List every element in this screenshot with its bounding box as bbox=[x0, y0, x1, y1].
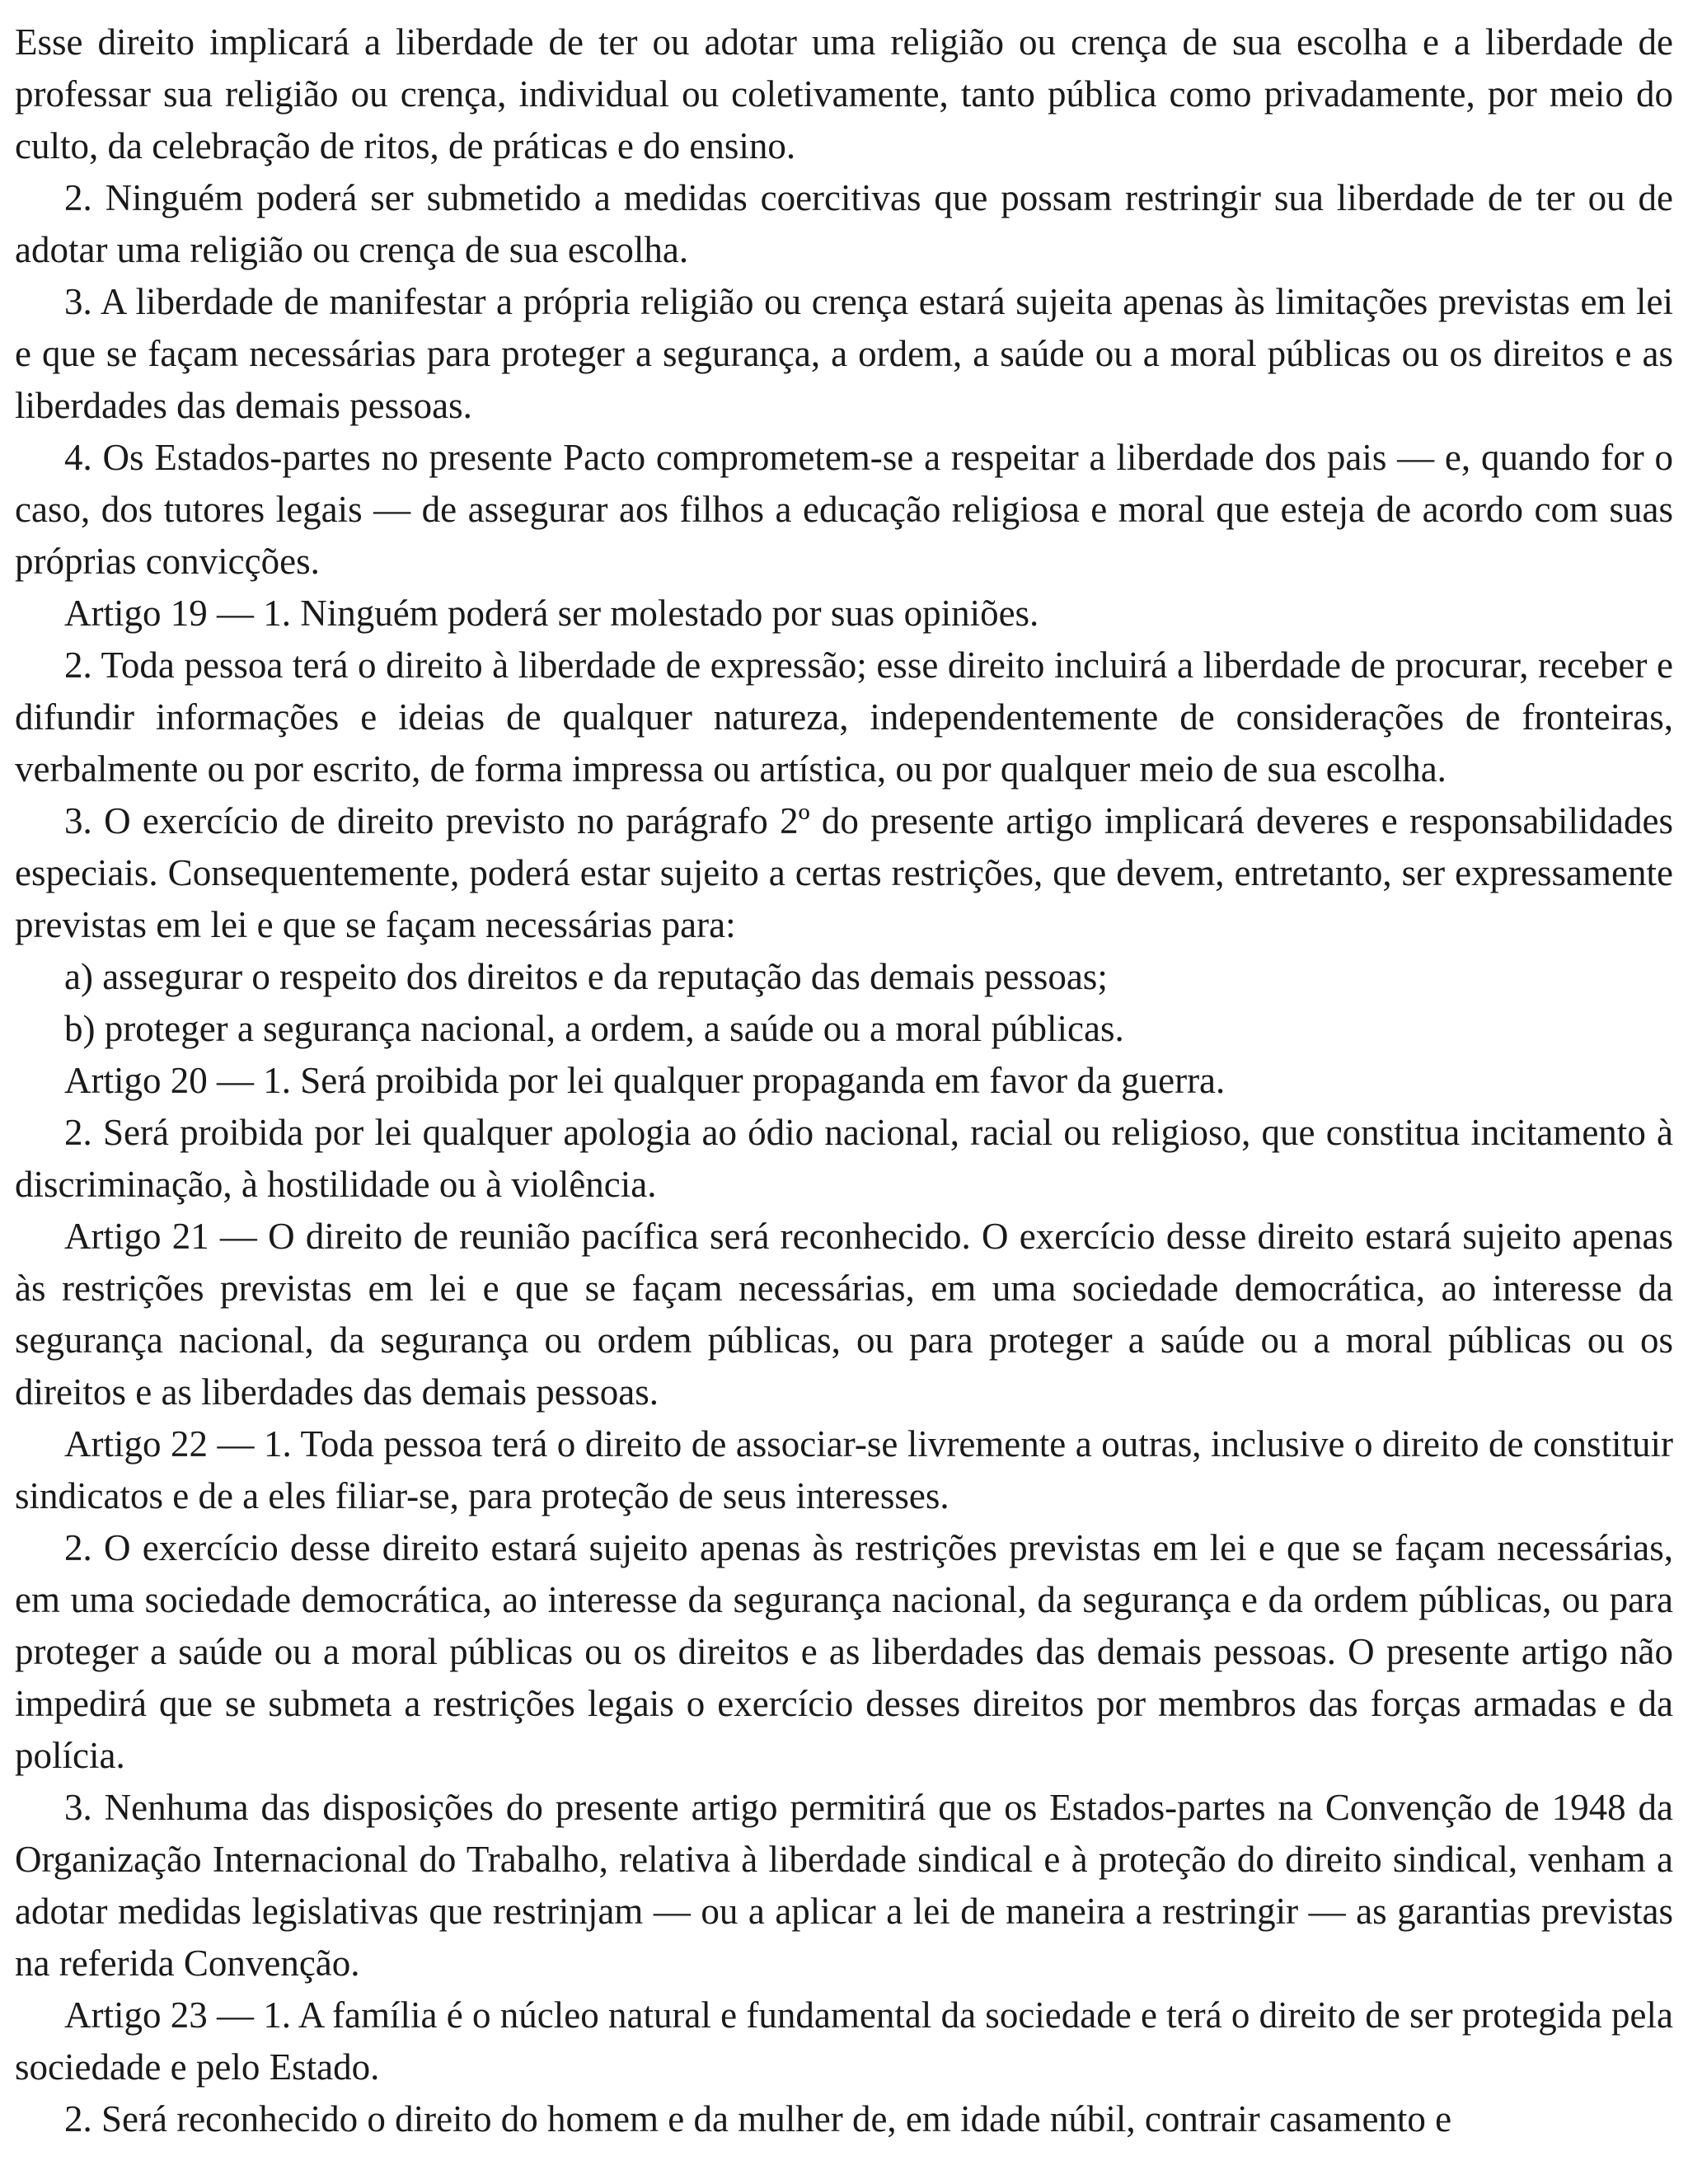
paragraph-art22-item1: Artigo 22 — 1. Toda pessoa terá o direito de associar-se livremente a outras, inclusive o direito de constituir sindicatos e de a eles filiar-se, para proteção de seus interesses. bbox=[15, 1423, 1673, 1516]
paragraph-religious-freedom-intro: Esse direito implicará a liberdade de ter ou adotar uma religião ou crença de sua escolha e a liberdade de professar sua religião ou crença, individual ou coletivamente, tanto pública como privadamente, por meio do culto, da celebração de ritos, de práticas e do ensino. bbox=[15, 21, 1673, 166]
paragraph-art22-item2: 2. O exercício desse direito estará sujeito apenas às restrições previstas em lei e que se façam necessárias, em uma sociedade democrática, ao interesse da segurança nacional, da segurança e da ordem públicas, ou para proteger a saúde ou a moral públicas ou os direitos e as liberdades das demais pessoas. O presente artigo não impedirá que se submeta a restrições legais o exercício desses direitos por membros das forças armadas e da polícia. bbox=[15, 1527, 1673, 1776]
paragraph-art23-item2: 2. Será reconhecido o direito do homem e da mulher de, em idade núbil, contrair casamento e bbox=[64, 2098, 1452, 2139]
paragraph-art18-item3: 3. A liberdade de manifestar a própria religião ou crença estará sujeita apenas às limitações previstas em lei e que se façam necessárias para proteger a segurança, a ordem, a saúde ou a moral públicas ou os direitos e as liberdades das demais pessoas. bbox=[15, 281, 1673, 426]
paragraph-art19-item2: 2. Toda pessoa terá o direito à liberdade de expressão; esse direito incluirá a liberdade de procurar, receber e difundir informações e ideias de qualquer natureza, independentemente de considerações de fronteiras, verbalmente ou por escrito, de forma impressa ou artística, ou por qualquer meio de sua escolha. bbox=[15, 644, 1673, 790]
paragraph-art19-item3-b: b) proteger a segurança nacional, a ordem, a saúde ou a moral públicas. bbox=[64, 1008, 1124, 1049]
paragraph-art21: Artigo 21 — O direito de reunião pacífica será reconhecido. O exercício desse direito estará sujeito apenas às restrições previstas em lei e que se façam necessárias, em uma sociedade democrática, ao interesse da segurança nacional, da segurança ou ordem públicas, ou para proteger a saúde ou a moral públicas ou os direitos e as liberdades das demais pessoas. bbox=[15, 1216, 1673, 1413]
paragraph-art18-item2: 2. Ninguém poderá ser submetido a medidas coercitivas que possam restringir sua liberdade de ter ou de adotar uma religião ou crença de sua escolha. bbox=[15, 177, 1673, 270]
paragraph-art19-item3: 3. O exercício de direito previsto no parágrafo 2º do presente artigo implicará deveres e responsabilidades especiais. Consequentemente, poderá estar sujeito a certas restrições, que devem, entretanto, ser expressamente previstas em lei e que se façam necessárias para: bbox=[15, 800, 1673, 945]
paragraph-art22-item3: 3. Nenhuma das disposições do presente artigo permitirá que os Estados-partes na Convenção de 1948 da Organização Internacional do Trabalho, relativa à liberdade sindical e à proteção do direito sindical, venham a adotar medidas legislativas que restrinjam — ou a aplicar a lei de maneira a restringir — as garantias previstas na referida Convenção. bbox=[15, 1787, 1673, 1984]
paragraph-art18-item4: 4. Os Estados-partes no presente Pacto comprometem-se a respeitar a liberdade dos pais — e, quando for o caso, dos tutores legais — de assegurar aos filhos a educação religiosa e moral que esteja de acordo com suas próprias convicções. bbox=[15, 437, 1673, 582]
paragraph-art20-item1: Artigo 20 — 1. Será proibida por lei qualquer propaganda em favor da guerra. bbox=[64, 1060, 1226, 1101]
paragraph-art20-item2: 2. Será proibida por lei qualquer apologia ao ódio nacional, racial ou religioso, que constitua incitamento à discriminação, à hostilidade ou à violência. bbox=[15, 1112, 1673, 1205]
paragraph-art23-item1: Artigo 23 — 1. A família é o núcleo natural e fundamental da sociedade e terá o direito de ser protegida pela sociedade e pelo Estado. bbox=[15, 1994, 1673, 2088]
paragraph-art19-item3-a: a) assegurar o respeito dos direitos e da reputação das demais pessoas; bbox=[64, 956, 1108, 997]
paragraph-art19-item1: Artigo 19 — 1. Ninguém poderá ser molestado por suas opiniões. bbox=[64, 593, 1039, 634]
